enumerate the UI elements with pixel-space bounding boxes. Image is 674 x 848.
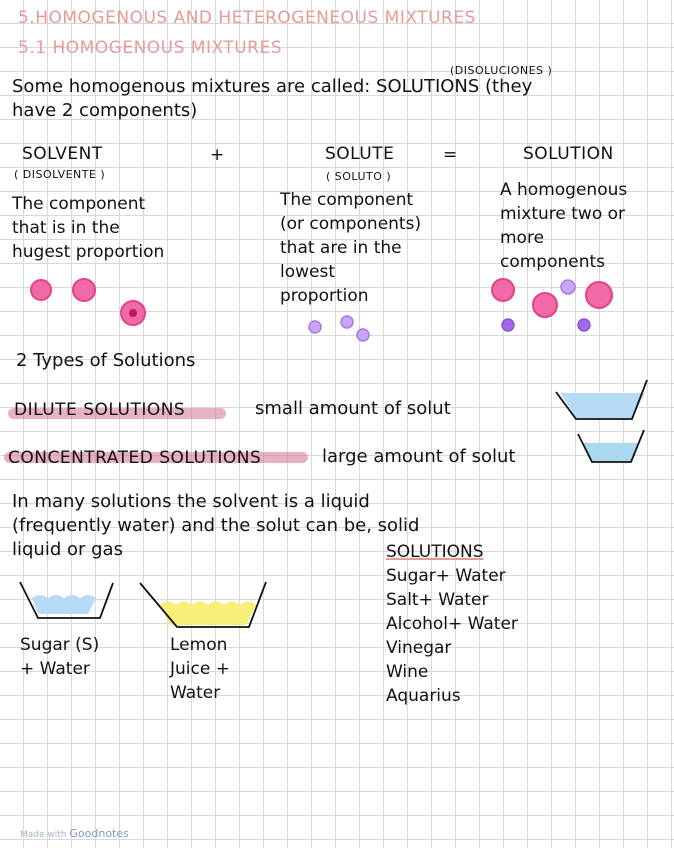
lemon-juice-label-line: Lemon — [170, 635, 228, 655]
solvent-definition-line: The component — [12, 194, 146, 214]
types-heading: 2 Types of Solutions — [16, 350, 196, 371]
sugar-water-label-line: Sugar (S) — [20, 635, 100, 655]
solutions-list-item: Wine — [386, 662, 429, 682]
solvent-particle — [31, 280, 51, 300]
solutions-list — [386, 540, 518, 708]
solution-solvent-particle — [533, 293, 557, 317]
solute-translation: ( SOLUTO ) — [326, 170, 392, 183]
solvent-definition-line: hugest proportion — [12, 242, 165, 262]
solvent-heading: SOLVENT — [22, 144, 103, 164]
goodnotes-footer — [20, 827, 129, 840]
sugar-water-label — [20, 633, 99, 681]
solvent-particle — [73, 279, 95, 301]
notes-line: liquid or gas — [12, 539, 123, 560]
solute-particle — [309, 321, 321, 333]
solute-definition-line: that are in the — [280, 238, 402, 258]
concentrated-beaker — [578, 430, 644, 462]
dilute-beaker — [556, 380, 647, 419]
solution-definition-line: A homogenous — [500, 180, 628, 200]
solvent-particles — [31, 279, 145, 325]
notes-line: In many solutions the solvent is a liquid — [12, 491, 370, 512]
solvent-particle-core — [129, 309, 137, 317]
footer-made-with: Made with — [20, 830, 67, 840]
lemon-juice-beaker — [140, 582, 266, 627]
solute-definition-line: proportion — [280, 286, 369, 306]
solution-solute-particle — [502, 319, 514, 331]
dilute-description: small amount of solut — [255, 398, 451, 419]
solute-definition-line: The component — [280, 190, 414, 210]
solution-solvent-particle — [492, 279, 514, 301]
solution-solute-particle — [578, 319, 590, 331]
solutions-list-item: Aquarius — [386, 686, 461, 706]
solute-particle — [341, 316, 353, 328]
solution-definition-line: components — [500, 252, 606, 272]
solute-definition-line: lowest — [280, 262, 336, 282]
solution-definition-line: mixture two or — [500, 204, 626, 224]
solution-solvent-particle — [586, 282, 612, 308]
solute-particle — [357, 329, 369, 341]
solution-particles — [492, 279, 612, 331]
solution-solute-particle — [561, 280, 575, 294]
solutions-translation: (DISOLUCIONES ) — [450, 64, 553, 77]
solution-heading: SOLUTION — [523, 144, 614, 164]
lemon-juice-label-line: Juice + — [170, 659, 230, 679]
solutions-list-item: Salt+ Water — [386, 590, 489, 610]
solutions-list-item: Sugar+ Water — [386, 566, 506, 586]
solute-definition-line: (or components) — [280, 214, 422, 234]
solvent-translation: ( DISOLVENTE ) — [14, 168, 106, 181]
notes-line: (frequently water) and the solut can be, solid — [12, 515, 420, 536]
footer-brand: Goodnotes — [69, 827, 129, 840]
lemon-juice-label-line: Water — [170, 683, 221, 703]
solutions-list-item: Vinegar — [386, 638, 452, 658]
equals-sign: = — [443, 145, 458, 165]
lemon-juice-label — [170, 633, 230, 705]
notes-paragraph — [12, 490, 419, 562]
plus-sign: + — [210, 145, 225, 165]
solution-definition-line: more — [500, 228, 545, 248]
concentrated-label: CONCENTRATED SOLUTIONS — [8, 448, 262, 468]
solute-heading: SOLUTE — [325, 144, 395, 164]
intro-line-1: Some homogenous mixtures are called: SOLUTIONS (they — [12, 76, 533, 97]
sugar-water-beaker — [20, 582, 113, 618]
subsection-title: 5.1 HOMOGENOUS MIXTURES — [18, 38, 283, 58]
intro-line-2: have 2 components) — [12, 100, 198, 121]
concentrated-description: large amount of solut — [322, 446, 516, 467]
solvent-definition-line: that is in the — [12, 218, 120, 238]
solutions-list-item: Alcohol+ Water — [386, 614, 518, 634]
section-title: 5.HOMOGENOUS AND HETEROGENEOUS MIXTURES — [18, 8, 476, 28]
solutions-list-title: SOLUTIONS — [386, 542, 484, 562]
sugar-water-label-line: + Water — [20, 659, 90, 679]
dilute-label: DILUTE SOLUTIONS — [14, 400, 186, 420]
solute-particles — [309, 316, 369, 341]
